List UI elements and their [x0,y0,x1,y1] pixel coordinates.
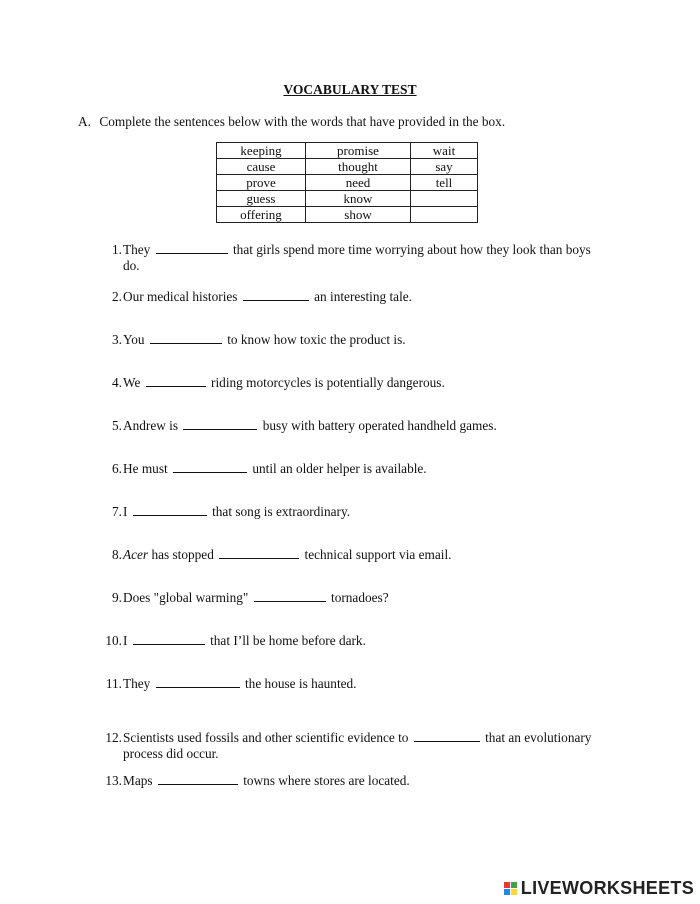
question-number: 5. [112,418,122,433]
logo-wordmark: LIVEWORKSHEETS [520,878,694,898]
word-cell: offering [217,207,306,223]
liveworksheets-logo-icon [504,882,518,896]
answer-blank[interactable] [254,590,326,602]
question-text: You [123,332,145,347]
question-7 [100,504,610,520]
question-number: 11. [105,676,122,691]
question-text: They [123,676,151,691]
answer-blank[interactable] [158,773,238,785]
question-number: 1. [112,242,122,257]
question-5 [100,418,610,434]
question-text: technical support via email. [304,547,452,562]
question-1 [100,242,610,274]
word-box-row [217,191,478,207]
question-text: the house is haunted. [244,676,357,691]
section-marker: A. [78,114,91,129]
answer-blank[interactable] [146,375,206,387]
question-text: has stopped [151,547,214,562]
answer-blank[interactable] [156,242,228,254]
word-cell: prove [217,175,306,191]
question-number: 4. [112,375,122,390]
question-2 [100,289,610,305]
question-text: Maps [123,773,153,788]
question-number: 3. [112,332,122,347]
answer-blank[interactable] [133,633,205,645]
brand-name: Acer [123,547,149,562]
question-text: until an older helper is available. [252,461,427,476]
question-text: Andrew is [123,418,179,433]
question-text: They [123,242,151,257]
word-cell: need [306,175,411,191]
word-cell [411,207,478,223]
answer-blank[interactable] [414,730,480,742]
question-text: that I’ll be home before dark. [210,633,366,648]
question-number: 2. [112,289,122,304]
question-text: He must [123,461,168,476]
word-cell: wait [411,143,478,159]
word-box-row [217,143,478,159]
word-cell: tell [411,175,478,191]
answer-blank[interactable] [173,461,247,473]
question-3 [100,332,610,348]
question-text: busy with battery operated handheld games. [262,418,497,433]
word-cell [411,191,478,207]
question-text: that song is extraordinary. [212,504,351,519]
word-box-row [217,207,478,223]
question-text: to know how toxic the product is. [227,332,406,347]
question-number: 6. [112,461,122,476]
question-number: 12. [105,730,122,745]
word-box-row [217,159,478,175]
question-number: 8. [112,547,122,562]
word-box-row [217,175,478,191]
question-text: that an evolutionary process did occur. [123,730,592,761]
question-text: Scientists used fossils and other scientific evidence to [123,730,409,745]
word-cell: thought [306,159,411,175]
word-cell: show [306,207,411,223]
instruction-text: Complete the sentences below with the words that have provided in the box. [99,114,506,129]
answer-blank[interactable] [219,547,299,559]
question-number: 7. [112,504,122,519]
word-cell: know [306,191,411,207]
word-cell: cause [217,159,306,175]
question-number: 10. [105,633,122,648]
question-text: tornadoes? [331,590,389,605]
question-8 [100,547,610,563]
question-9 [100,590,610,606]
question-text: an interesting tale. [314,289,412,304]
word-cell: guess [217,191,306,207]
answer-blank[interactable] [150,332,222,344]
question-text: riding motorcycles is potentially dangerous. [211,375,445,390]
answer-blank[interactable] [133,504,207,516]
question-text: We [123,375,141,390]
liveworksheets-logo [504,878,694,899]
question-text: I [123,504,128,519]
question-text: towns where stores are located. [243,773,410,788]
question-text: that girls spend more time worrying about how they look than boys do. [123,242,591,273]
question-number: 13. [105,773,122,788]
word-cell: keeping [217,143,306,159]
question-6 [100,461,610,477]
section-instruction [78,114,505,130]
question-text: I [123,633,128,648]
answer-blank[interactable] [243,289,309,301]
question-text: Our medical histories [123,289,238,304]
question-11 [100,676,610,692]
question-text: Does "global warming" [123,590,249,605]
question-10 [100,633,610,649]
word-box [216,142,478,223]
question-12 [100,730,610,762]
question-4 [100,375,610,391]
question-13 [100,773,610,789]
answer-blank[interactable] [156,676,240,688]
worksheet-title: VOCABULARY TEST [283,82,417,97]
word-cell: say [411,159,478,175]
answer-blank[interactable] [183,418,257,430]
question-number: 9. [112,590,122,605]
word-cell: promise [306,143,411,159]
